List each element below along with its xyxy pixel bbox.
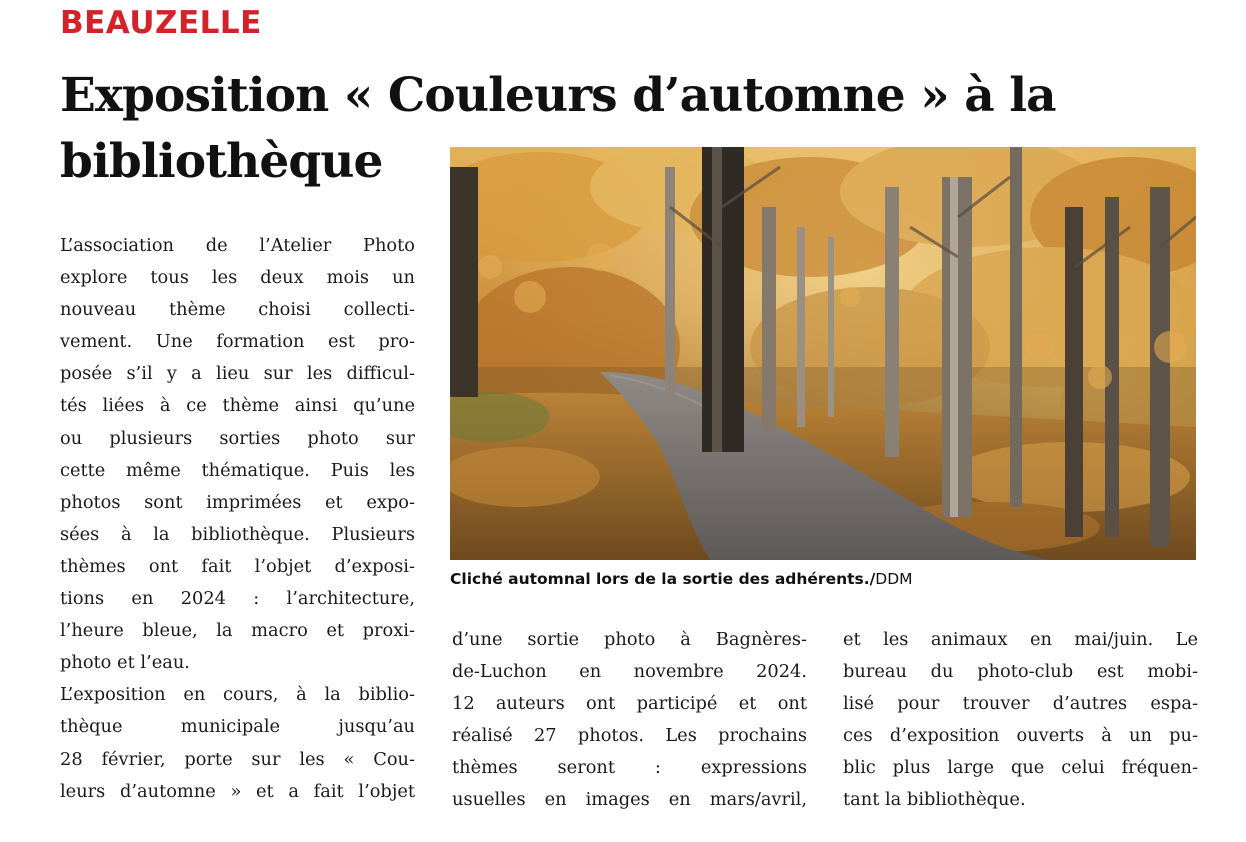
- body-column-1: [60, 230, 415, 808]
- body-line: photos sont imprimées et expo-: [60, 491, 415, 513]
- body-line: vement. Une formation est pro-: [60, 331, 415, 353]
- body-line: l’heure bleue, la macro et proxi-: [60, 620, 415, 642]
- body-line: nouveau thème choisi collecti-: [60, 299, 415, 321]
- body-line: cette même thématique. Puis les: [60, 459, 415, 481]
- body-line: L’association de l’Atelier Photo: [60, 235, 415, 256]
- body-line: tant la bibliothèque.: [843, 789, 1026, 811]
- body-line: L’exposition en cours, à la biblio-: [60, 684, 415, 706]
- body-line: 28 février, porte sur les « Cou-: [60, 748, 415, 770]
- body-line: d’une sortie photo à Bagnères-: [452, 629, 807, 650]
- body-column-2: [452, 624, 807, 817]
- article-photo: [450, 147, 1196, 560]
- body-line: thèmes seront : expressions: [452, 757, 807, 779]
- body-line: 12 auteurs ont participé et ont: [452, 693, 807, 715]
- headline-line-2: bibliothèque: [60, 134, 383, 189]
- body-line: ou plusieurs sorties photo sur: [60, 427, 415, 449]
- body-line: posée s’il y a lieu sur les difficul-: [60, 363, 415, 385]
- photo-caption: [450, 568, 913, 590]
- section-kicker: BEAUZELLE: [60, 5, 262, 41]
- body-line: thèmes ont fait l’objet d’exposi-: [60, 555, 415, 577]
- body-line: photo et l’eau.: [60, 652, 190, 674]
- body-line: sées à la bibliothèque. Plusieurs: [60, 523, 415, 545]
- body-line: et les animaux en mai/juin. Le: [843, 629, 1198, 650]
- body-line: lisé pour trouver d’autres espa-: [843, 693, 1198, 715]
- headline-line-1: Exposition « Couleurs d’automne » à la: [60, 68, 1056, 123]
- body-line: tés liées à ce thème ainsi qu’une: [60, 395, 415, 417]
- body-line: explore tous les deux mois un: [60, 267, 415, 289]
- body-line: réalisé 27 photos. Les prochains: [452, 725, 807, 747]
- body-line: thèque municipale jusqu’au: [60, 716, 415, 738]
- caption-credit: DDM: [875, 570, 913, 588]
- body-line: blic plus large que celui fréquen-: [843, 757, 1198, 779]
- body-line: ces d’exposition ouverts à un pu-: [843, 725, 1198, 747]
- body-column-3: [843, 624, 1198, 817]
- body-line: de-Luchon en novembre 2024.: [452, 661, 807, 683]
- body-line: tions en 2024 : l’architecture,: [60, 588, 415, 610]
- body-line: bureau du photo-club est mobi-: [843, 661, 1198, 683]
- caption-text: Cliché automnal lors de la sortie des adhérents./: [450, 570, 876, 588]
- body-line: usuelles en images en mars/avril,: [452, 789, 807, 811]
- body-line: leurs d’automne » et a fait l’objet: [60, 780, 415, 802]
